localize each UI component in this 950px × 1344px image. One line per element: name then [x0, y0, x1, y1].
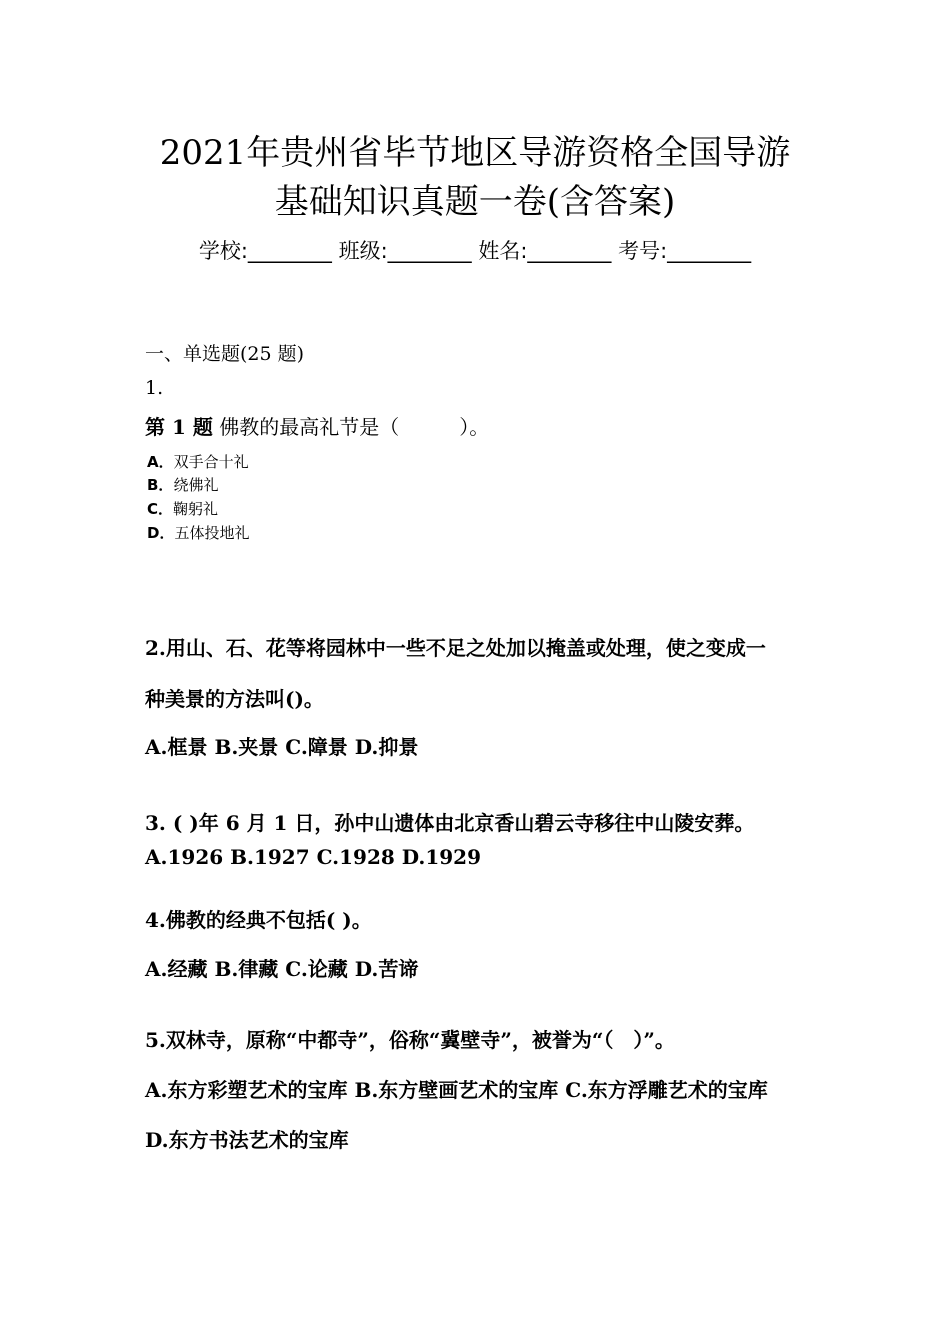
- question-1-stem: [145, 411, 489, 440]
- question-5-options-line-2: D.东方书法艺术的宝库: [145, 1128, 349, 1152]
- question-1-text: 佛教的最高礼节是（ ）。: [212, 415, 490, 439]
- option-text: 五体投地礼: [174, 524, 250, 542]
- question-5-stem: 5.双林寺，原称“中都寺”，俗称“冀壁寺”，被誉为“（ ）”。: [145, 1028, 675, 1052]
- question-2-stem-line-1: 2.用山、石、花等将园林中一些不足之处加以掩盖或处理，使之变成一: [145, 636, 766, 660]
- question-1-option-d: [147, 522, 249, 543]
- question-4-stem: 4.佛教的经典不包括( )。: [145, 908, 372, 932]
- option-text: 双手合十礼: [173, 453, 249, 471]
- question-1-number: 1.: [145, 377, 164, 399]
- question-1-option-a: [147, 451, 249, 472]
- question-3-stem: 3. ( )年 6 月 1 日，孙中山遗体由北京香山碧云寺移往中山陵安葬。: [145, 811, 755, 835]
- question-1-option-c: [147, 498, 218, 519]
- document-title-line-2: 基础知识真题一卷(含答案): [274, 182, 676, 222]
- option-key: A．: [147, 453, 174, 471]
- section-heading: 一、单选题(25 题): [145, 343, 305, 365]
- question-3-options: A.1926 B.1927 C.1928 D.1929: [145, 845, 482, 869]
- option-key: C．: [147, 500, 174, 518]
- student-info-line: 学校:________ 班级:________ 姓名:________ 考号:________: [198, 239, 752, 263]
- question-4-options: A.经藏 B.律藏 C.论藏 D.苦谛: [145, 957, 419, 981]
- question-2-stem-line-2: 种美景的方法叫()。: [145, 687, 324, 711]
- option-text: 绕佛礼: [173, 476, 219, 494]
- question-2-options: A.框景 B.夹景 C.障景 D.抑景: [145, 735, 419, 759]
- question-1-option-b: [147, 474, 218, 495]
- question-1-label: 第 1 题: [145, 415, 213, 439]
- option-key: B．: [147, 476, 174, 494]
- option-key: D．: [147, 524, 175, 542]
- option-text: 鞠躬礼: [173, 500, 219, 518]
- document-title-line-1: 2021年贵州省毕节地区导游资格全国导游: [159, 133, 791, 173]
- question-5-options-line-1: A.东方彩塑艺术的宝库 B.东方壁画艺术的宝库 C.东方浮雕艺术的宝库: [145, 1078, 768, 1102]
